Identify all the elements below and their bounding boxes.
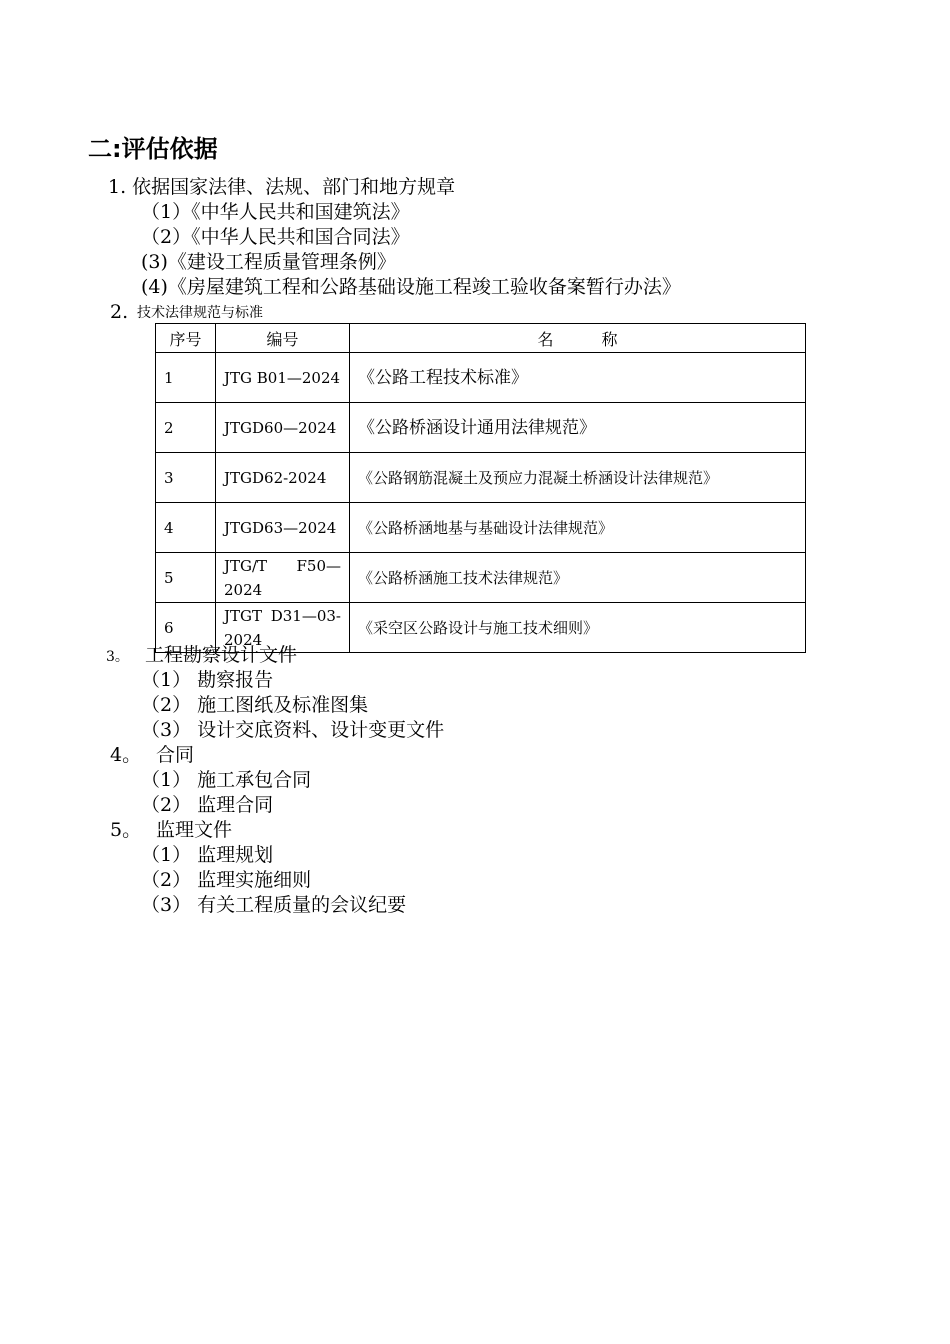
table-row <box>156 503 806 553</box>
section4-title: 合同 <box>156 744 195 766</box>
row-code: JTG B01—2024 <box>216 353 350 403</box>
row-code-line1: JTG/T F50— <box>224 556 341 575</box>
table-header-row <box>156 324 806 353</box>
section3-item: （1） 勘察报告 <box>141 669 274 691</box>
row-code-line2: 2024 <box>224 630 263 649</box>
section3-number: 3。 <box>106 649 129 665</box>
row-name: 《公路钢筋混凝土及预应力混凝土桥涵设计法律规范》 <box>350 453 806 503</box>
section3-item: （2） 施工图纸及标准图集 <box>141 694 369 716</box>
section4-number: 4。 <box>110 744 142 766</box>
section3-title: 工程勘察设计文件 <box>145 644 298 666</box>
header-code: 编号 <box>216 324 350 353</box>
row-no: 1 <box>156 353 216 403</box>
section1-item: (3)《建设工程质量管理条例》 <box>141 251 396 273</box>
section5-item: （1） 监理规划 <box>141 844 274 866</box>
row-code: JTGD62-2024 <box>216 453 350 503</box>
table-row <box>156 353 806 403</box>
row-no: 2 <box>156 403 216 453</box>
row-code-line2: 2024 <box>224 580 263 599</box>
row-no: 6 <box>156 603 216 653</box>
table-row <box>156 403 806 453</box>
section5-item: （2） 监理实施细则 <box>141 869 312 891</box>
standards-table <box>155 323 806 653</box>
table-row <box>156 453 806 503</box>
section1-item: (4)《房屋建筑工程和公路基础设施工程竣工验收备案暂行办法》 <box>141 276 681 298</box>
row-code: JTGD60—2024 <box>216 403 350 453</box>
row-code: JTGD63—2024 <box>216 503 350 553</box>
section2-title: 技术法律规范与标准 <box>137 305 263 321</box>
header-no: 序号 <box>156 324 216 353</box>
header-name: 名 称 <box>350 324 806 353</box>
section2-number: 2. <box>110 301 129 323</box>
section4-item: （1） 施工承包合同 <box>141 769 312 791</box>
section5-title: 监理文件 <box>156 819 233 841</box>
row-name: 《公路桥涵地基与基础设计法律规范》 <box>350 503 806 553</box>
row-name: 《公路桥涵设计通用法律规范》 <box>350 403 806 453</box>
section5-item: （3） 有关工程质量的会议纪要 <box>141 894 407 916</box>
row-code <box>216 553 350 603</box>
section1-item: （2）《中华人民共和国合同法》 <box>141 226 410 248</box>
row-no: 5 <box>156 553 216 603</box>
section1-item: （1）《中华人民共和国建筑法》 <box>141 201 410 223</box>
row-no: 3 <box>156 453 216 503</box>
row-name: 《公路工程技术标准》 <box>350 353 806 403</box>
section3-item: （3） 设计交底资料、设计变更文件 <box>141 719 445 741</box>
table-row <box>156 553 806 603</box>
row-code-line1: JTGT D31—03- <box>224 606 341 625</box>
section4-item: （2） 监理合同 <box>141 794 274 816</box>
section-heading: 二:评估依据 <box>88 135 218 163</box>
row-no: 4 <box>156 503 216 553</box>
section5-number: 5。 <box>110 819 142 841</box>
row-name: 《公路桥涵施工技术法律规范》 <box>350 553 806 603</box>
section1-title: 1. 依据国家法律、法规、部门和地方规章 <box>108 176 456 198</box>
row-name: 《采空区公路设计与施工技术细则》 <box>350 603 806 653</box>
